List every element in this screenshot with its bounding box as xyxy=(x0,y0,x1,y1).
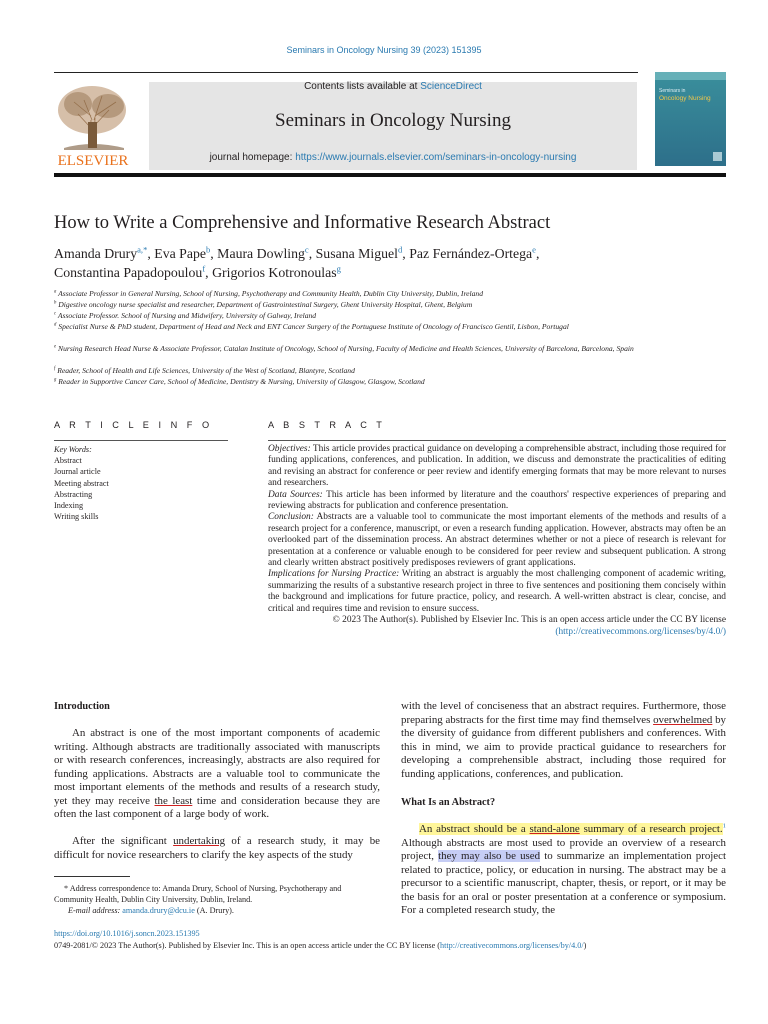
author-list: Amanda Drury$^{a,*}$, Eva Pape$^b$, Maura Dowling$^c$, Susana Miguel$^d$, Paz Fernández-Ortega$^e$, Constantina Papadopoulou$^f$, Grigorios Kotronoulas$^g$ xyxy=(54,244,540,280)
keywords-label: Key Words: xyxy=(54,445,92,454)
article-info-heading: A R T I C L E I N F O xyxy=(54,420,213,430)
sciencedirect-link[interactable]: ScienceDirect xyxy=(420,81,482,92)
intro-paragraph-2 xyxy=(54,835,380,862)
flagged-phrase[interactable]: undertaking xyxy=(173,835,226,847)
email-label: E-mail address: xyxy=(68,905,121,915)
what-is-abstract-heading: What Is an Abstract? xyxy=(401,797,496,808)
abstract-section-label: Data Sources: xyxy=(268,489,323,500)
keyword: Abstract xyxy=(54,456,82,466)
keyword: Writing skills xyxy=(54,512,99,522)
keyword: Abstracting xyxy=(54,489,93,499)
abstract-section-label: Objectives: xyxy=(268,444,311,454)
flagged-phrase[interactable]: the least xyxy=(154,794,193,807)
intro-paragraph-1 xyxy=(54,727,380,822)
footnote-address: Address correspondence to: Amanda Drury, School of Nursing, Psychotherapy and Community Health, Dublin City University, Dublin, Ireland. xyxy=(54,884,342,904)
cover-image-icon xyxy=(655,72,726,166)
header-rule-bottom xyxy=(54,173,726,177)
keyword: Meeting abstract xyxy=(54,478,109,488)
highlight-text: An abstract should be a xyxy=(419,823,530,835)
flagged-phrase[interactable]: overwhelmed xyxy=(653,713,713,726)
author-name: Susana Miguel xyxy=(315,246,399,261)
highlighted-sentence[interactable] xyxy=(419,823,723,835)
affiliation-marker: g xyxy=(54,377,57,383)
page-footer xyxy=(54,928,754,951)
abstract-conclusion xyxy=(268,512,726,569)
abstract-copyright: © 2023 The Author(s). Published by Elsevier Inc. This is an open access article under the CC BY license xyxy=(332,615,726,626)
abstract-section-label: Conclusion: xyxy=(268,512,314,523)
affiliation-text: Digestive oncology nurse specialist and researcher, Department of Gastrointestinal Surgery, Ghent University Hospital, Ghent, Belgium xyxy=(58,300,473,309)
affiliation xyxy=(54,310,644,321)
footer-license-link[interactable]: http://creativecommons.org/licenses/by/4.0/ xyxy=(440,940,584,950)
highlighted-phrase[interactable]: they may also be used xyxy=(438,850,541,862)
reference-marker[interactable]: 1 xyxy=(722,822,726,830)
journal-homepage xyxy=(149,152,637,163)
author-affiliation-marker[interactable]: c xyxy=(304,244,309,255)
affiliation xyxy=(54,288,644,299)
affiliation-marker: d xyxy=(54,322,57,328)
body-text: to summarize an implementation project related to practice, policy, or education in nursing. The abstract may be a precursor to a scientific manuscript, chapter, thesis, or report, or it may be the basis for an oral or poster presentation at a conference or symposium. For a completed research study, the xyxy=(401,850,726,916)
affiliation-text: Reader in Supportive Cancer Care, School of Medicine, Dentistry & Nursing, University of Glasgow, Glasgow, Scotland xyxy=(58,377,425,386)
affiliation-marker: b xyxy=(54,300,57,306)
journal-cover-thumbnail[interactable] xyxy=(655,72,726,166)
affiliation-text: Associate Professor in General Nursing, School of Nursing, Psychotherapy and Community Health, Dublin City University, Dublin, Ireland xyxy=(58,289,483,298)
what-is-abstract-paragraph xyxy=(401,823,726,918)
affiliation xyxy=(54,376,644,387)
keywords-block xyxy=(54,444,228,522)
header-rule-top xyxy=(54,72,638,73)
author-affiliation-marker[interactable]: b xyxy=(205,244,211,255)
body-text: with the level of conciseness that an abstract requires. Furthermore, those preparing abstracts for the first time may find themselves xyxy=(401,700,726,726)
abstract-heading: A B S T R A C T xyxy=(268,420,386,430)
affiliation-text: Nursing Research Head Nurse & Associate Professor, Catalan Institute of Oncology, School of Nursing, Faculty of Medicine and Health Sciences, University of Barcelona, Barcelona, Spain xyxy=(58,344,634,353)
author-affiliation-marker[interactable]: e xyxy=(532,244,536,255)
elsevier-tree-icon xyxy=(54,80,132,168)
affiliation-marker: f xyxy=(54,366,56,372)
keyword: Journal article xyxy=(54,467,101,477)
abstract-implications xyxy=(268,569,726,615)
abstract-data-sources xyxy=(268,490,726,513)
affiliation xyxy=(54,343,638,354)
contents-prefix: Contents lists available at xyxy=(304,81,421,92)
footer-close-paren: ) xyxy=(583,940,587,950)
introduction-heading: Introduction xyxy=(54,701,110,712)
abstract-section-text: This article provides practical guidance on developing a comprehensible abstract, including those required for funding applications, conferences, and publication. In addition, we discuss and demonstrate the practicalities of editing and revising an abstract for conference or peer review and identify emerging formats that may be more relevant to nurses and researchers. xyxy=(268,444,726,489)
abstract-section-text: This article has been informed by literature and the coauthors' respective experiences of preparing and reviewing abstracts for publication and conference presentation. xyxy=(268,489,726,512)
affiliation-text: Specialist Nurse & PhD student, Department of Head and Neck and ENT Cancer Surgery of the Portuguese Institute of Oncology of Francisco Gentil, Lisbon, Portugal xyxy=(58,322,569,331)
affiliation-marker: c xyxy=(54,311,57,317)
intro-text: After the significant xyxy=(72,835,174,847)
intro-text: of a research study, it may be difficult for novice researchers to clarify the key aspects of the study xyxy=(54,835,380,861)
abstract-section-label: Implications for Nursing Practice: xyxy=(268,569,400,580)
author-name: Constantina Papadopoulou xyxy=(54,265,203,280)
article-title: How to Write a Comprehensive and Informative Research Abstract xyxy=(54,213,551,233)
author-affiliation-marker[interactable]: d xyxy=(398,244,403,255)
affiliation-text: Associate Professor. School of Nursing and Midwifery, University of Galway, Ireland xyxy=(57,311,317,320)
affiliation-marker: a xyxy=(54,289,57,295)
keyword: Indexing xyxy=(54,501,84,511)
footnote-marker: * xyxy=(64,884,69,893)
elsevier-wordmark: ELSEVIER xyxy=(57,153,129,168)
cover-title-line2: Oncology Nursing xyxy=(659,95,711,102)
author-affiliation-marker[interactable]: g xyxy=(336,263,341,274)
highlight-text: summary of a research project. xyxy=(579,823,723,835)
abstract-section-text: Writing an abstract is arguably the most challenging component of academic writing, summarizing the results of a substantive research project in three to five sentences and positioning them concisely within the background and implications for future practice, policy, and research. A well-written abstract is clear, concise, and critical and requires time and revision to ensure success. xyxy=(268,569,727,614)
author-name: Grigorios Kotronoulas xyxy=(212,265,337,280)
correspondence-footnote xyxy=(54,884,380,916)
flagged-phrase[interactable]: stand-alone xyxy=(529,823,580,835)
affiliation xyxy=(54,365,644,376)
elsevier-logo xyxy=(54,80,132,168)
affiliation-marker: e xyxy=(54,344,57,350)
article-info-rule xyxy=(54,440,228,441)
body-text: by the diversity of guidance from different publishers and conferences. With this in mind, we aim to provide practical guidance to researchers for developing a comprehensible abstract, including those required for funding applications, conferences, and publication. xyxy=(401,713,726,780)
author-affiliation-marker[interactable]: a,* xyxy=(137,244,148,255)
email-suffix: (A. Drury). xyxy=(194,905,234,915)
author-name: Maura Dowling xyxy=(217,246,305,261)
author-name: Paz Fernández-Ortega xyxy=(409,246,533,261)
body-text: Although abstracts are most used to provide an overview of a research project, xyxy=(401,836,726,862)
author-affiliation-marker[interactable]: f xyxy=(202,263,206,274)
email-link[interactable]: amanda.drury@dcu.ie xyxy=(122,905,195,915)
author-name: Eva Pape xyxy=(154,246,206,261)
journal-citation[interactable]: Seminars in Oncology Nursing 39 (2023) 151395 xyxy=(286,45,482,55)
affiliation xyxy=(54,321,638,332)
issn-line: 0749-2081/© 2023 The Author(s). Published by Elsevier Inc. This is an open access article under the CC BY license ( xyxy=(54,940,441,950)
contents-line xyxy=(149,81,637,92)
abstract-rule xyxy=(268,440,726,441)
abstract-body xyxy=(268,444,726,638)
homepage-link[interactable]: https://www.journals.elsevier.com/seminars-in-oncology-nursing xyxy=(295,152,577,163)
abstract-section-text: Abstracts are a valuable tool to communicate the most important elements of the methods and results of a research project for a conference, manuscript, or even a research funding application. However, abstracts may often be an overlooked part of the dissemination process. An abstract determines whether or not a piece of research is relevant for presentation at a conference or valuable enough to be considered for peer review and subsequent publication. A strong and clearly written abstract positively predisposes reviewers of grant applications. xyxy=(268,512,726,569)
affiliation xyxy=(54,299,644,310)
right-paragraph-1 xyxy=(401,700,726,781)
abstract-objectives xyxy=(268,444,726,490)
intro-text: An abstract is one of the most important components of academic writing. Although abstracts are traditionally associated with manuscripts or with research conferences, increasingly, abstracts are also required for funding applications. Abstracts are a valuable tool to communicate the most important elements of the methods and results of a research study, yet they may receive xyxy=(54,727,380,807)
abstract-license-link[interactable]: (http://creativecommons.org/licenses/by/4.0/) xyxy=(555,626,726,637)
journal-name: Seminars in Oncology Nursing xyxy=(275,110,511,131)
homepage-prefix: journal homepage: xyxy=(209,152,296,163)
cover-title-line1: Seminars in xyxy=(659,88,686,94)
doi-link[interactable]: https://doi.org/10.1016/j.soncn.2023.151395 xyxy=(54,929,200,938)
author-name: Amanda Drury xyxy=(54,246,138,261)
intro-text: time and consideration because they are often the last component of a large body of work. xyxy=(54,794,380,820)
affiliation-text: Reader, School of Health and Life Sciences, University of the West of Scotland, Blantyre, Scotland xyxy=(57,366,355,375)
footnote-rule xyxy=(54,876,130,877)
